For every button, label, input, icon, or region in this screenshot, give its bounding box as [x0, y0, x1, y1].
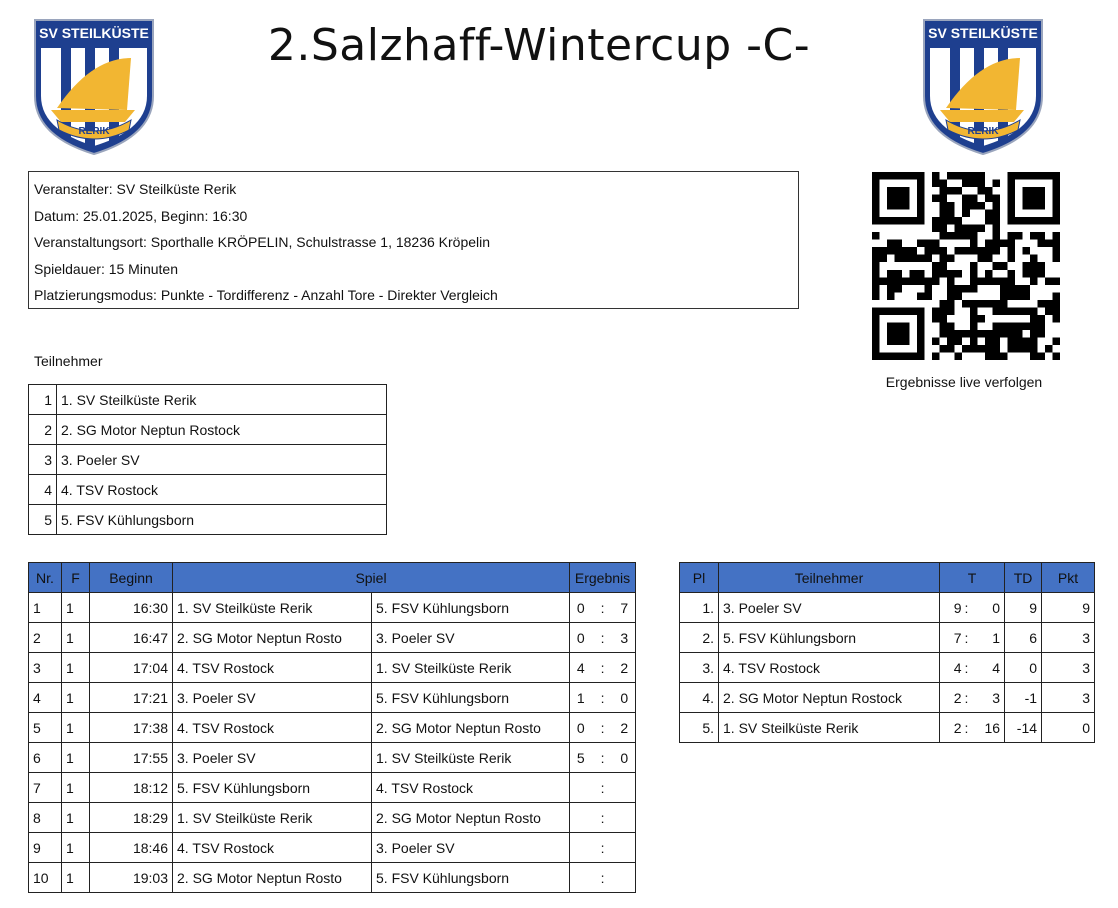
- goals-for: 9: [940, 593, 962, 623]
- game-field: 1: [62, 743, 90, 773]
- home-goals: 0: [570, 593, 592, 623]
- participant-row: [29, 415, 387, 445]
- participant-number: 2: [29, 415, 57, 445]
- ranking-mode-line: Platzierungsmodus: Punkte - Tordifferenz - Anzahl Tore - Direkter Vergleich: [34, 287, 498, 303]
- game-time: 17:21: [90, 683, 173, 713]
- points: 3: [1042, 653, 1095, 683]
- points: 9: [1042, 593, 1095, 623]
- participant-name: 4. TSV Rostock: [57, 475, 387, 505]
- game-number: 8: [29, 803, 62, 833]
- goals-for: 7: [940, 623, 962, 653]
- club-crest-logo-left: [31, 18, 157, 156]
- team-name: 3. Poeler SV: [719, 593, 940, 623]
- away-goals: 7: [614, 593, 636, 623]
- standings-table: [679, 562, 1095, 743]
- game-number: 7: [29, 773, 62, 803]
- page-title: 2.Salzhaff-Wintercup -C-: [267, 20, 811, 71]
- crest-text: SV STEILKÜSTE: [39, 25, 149, 41]
- header-goal-diff: TD: [1005, 563, 1042, 593]
- home-team: 1. SV Steilküste Rerik: [173, 593, 372, 623]
- game-field: 1: [62, 773, 90, 803]
- participant-name: 3. Poeler SV: [57, 445, 387, 475]
- participant-row: [29, 505, 387, 535]
- game-number: 3: [29, 653, 62, 683]
- game-time: 17:55: [90, 743, 173, 773]
- game-field: 1: [62, 623, 90, 653]
- game-number: 5: [29, 713, 62, 743]
- goal-difference: 9: [1005, 593, 1042, 623]
- game-row: [29, 593, 636, 623]
- game-row: [29, 863, 636, 893]
- goal-difference: -1: [1005, 683, 1042, 713]
- away-goals: 0: [614, 683, 636, 713]
- game-number: 4: [29, 683, 62, 713]
- home-team: 3. Poeler SV: [173, 743, 372, 773]
- score-separator: :: [592, 623, 614, 653]
- game-number: 6: [29, 743, 62, 773]
- participant-name: 1. SV Steilküste Rerik: [57, 385, 387, 415]
- standings-row: [680, 593, 1095, 623]
- game-field: 1: [62, 803, 90, 833]
- place: 4.: [680, 683, 719, 713]
- goals-for: 4: [940, 653, 962, 683]
- home-goals: 0: [570, 713, 592, 743]
- crest-ribbon-text: RERIK: [967, 126, 999, 137]
- participants-title: Teilnehmer: [34, 353, 103, 369]
- home-goals: [570, 863, 592, 893]
- header-game: Spiel: [173, 563, 570, 593]
- goals-against: 0: [972, 593, 1005, 623]
- score-separator: :: [592, 773, 614, 803]
- away-goals: [614, 773, 636, 803]
- participant-number: 5: [29, 505, 57, 535]
- game-field: 1: [62, 593, 90, 623]
- game-number: 1: [29, 593, 62, 623]
- team-name: 2. SG Motor Neptun Rostock: [719, 683, 940, 713]
- score-separator: :: [592, 863, 614, 893]
- goals-against: 3: [972, 683, 1005, 713]
- header-result: Ergebnis: [570, 563, 636, 593]
- schedule-header-row: [29, 563, 636, 593]
- place: 1.: [680, 593, 719, 623]
- standings-row: [680, 623, 1095, 653]
- goals-separator: :: [962, 593, 972, 623]
- game-time: 18:46: [90, 833, 173, 863]
- home-goals: 0: [570, 623, 592, 653]
- game-row: [29, 683, 636, 713]
- away-team: 2. SG Motor Neptun Rosto: [372, 803, 570, 833]
- goals-against: 4: [972, 653, 1005, 683]
- game-time: 18:12: [90, 773, 173, 803]
- standings-row: [680, 683, 1095, 713]
- score-separator: :: [592, 833, 614, 863]
- home-team: 2. SG Motor Neptun Rosto: [173, 623, 372, 653]
- participant-row: [29, 445, 387, 475]
- participant-number: 3: [29, 445, 57, 475]
- goals-against: 1: [972, 623, 1005, 653]
- club-crest-logo-right: [920, 18, 1046, 156]
- home-goals: [570, 803, 592, 833]
- goals-separator: :: [962, 713, 972, 743]
- score-separator: :: [592, 683, 614, 713]
- away-goals: 0: [614, 743, 636, 773]
- game-row: [29, 773, 636, 803]
- header-team: Teilnehmer: [719, 563, 940, 593]
- away-goals: 2: [614, 653, 636, 683]
- home-goals: [570, 773, 592, 803]
- header-f: F: [62, 563, 90, 593]
- home-team: 4. TSV Rostock: [173, 653, 372, 683]
- score-separator: :: [592, 593, 614, 623]
- event-info-box: [28, 171, 799, 309]
- game-row: [29, 803, 636, 833]
- goal-difference: 0: [1005, 653, 1042, 683]
- participant-name: 5. FSV Kühlungsborn: [57, 505, 387, 535]
- home-goals: [570, 833, 592, 863]
- game-row: [29, 713, 636, 743]
- home-team: 4. TSV Rostock: [173, 713, 372, 743]
- participant-row: [29, 385, 387, 415]
- organizer-line: Veranstalter: SV Steilküste Rerik: [34, 181, 237, 197]
- team-name: 1. SV Steilküste Rerik: [719, 713, 940, 743]
- score-separator: :: [592, 743, 614, 773]
- header-place: Pl: [680, 563, 719, 593]
- away-goals: [614, 833, 636, 863]
- game-field: 1: [62, 653, 90, 683]
- participant-row: [29, 475, 387, 505]
- game-field: 1: [62, 713, 90, 743]
- participant-number: 4: [29, 475, 57, 505]
- away-team: 4. TSV Rostock: [372, 773, 570, 803]
- standings-header-row: [680, 563, 1095, 593]
- away-goals: [614, 803, 636, 833]
- participant-number: 1: [29, 385, 57, 415]
- venue-line: Veranstaltungsort: Sporthalle KRÖPELIN, Schulstrasse 1, 18236 Kröpelin: [34, 234, 491, 250]
- game-time: 18:29: [90, 803, 173, 833]
- game-time: 19:03: [90, 863, 173, 893]
- game-time: 17:04: [90, 653, 173, 683]
- goals-for: 2: [940, 683, 962, 713]
- game-field: 1: [62, 863, 90, 893]
- home-team: 2. SG Motor Neptun Rosto: [173, 863, 372, 893]
- qr-code[interactable]: [872, 172, 1060, 360]
- goals-separator: :: [962, 653, 972, 683]
- place: 5.: [680, 713, 719, 743]
- home-team: 5. FSV Kühlungsborn: [173, 773, 372, 803]
- game-row: [29, 833, 636, 863]
- home-goals: 5: [570, 743, 592, 773]
- game-time: 17:38: [90, 713, 173, 743]
- away-goals: 3: [614, 623, 636, 653]
- goals-for: 2: [940, 713, 962, 743]
- score-separator: :: [592, 653, 614, 683]
- points: 3: [1042, 623, 1095, 653]
- points: 0: [1042, 713, 1095, 743]
- away-team: 2. SG Motor Neptun Rosto: [372, 713, 570, 743]
- game-number: 9: [29, 833, 62, 863]
- game-row: [29, 743, 636, 773]
- away-team: 3. Poeler SV: [372, 833, 570, 863]
- game-time: 16:47: [90, 623, 173, 653]
- header-goals: T: [940, 563, 1005, 593]
- home-goals: 4: [570, 653, 592, 683]
- goals-separator: :: [962, 623, 972, 653]
- game-row: [29, 623, 636, 653]
- score-separator: :: [592, 803, 614, 833]
- place: 3.: [680, 653, 719, 683]
- standings-row: [680, 653, 1095, 683]
- team-name: 4. TSV Rostock: [719, 653, 940, 683]
- goal-difference: 6: [1005, 623, 1042, 653]
- away-goals: [614, 863, 636, 893]
- header-points: Pkt: [1042, 563, 1095, 593]
- goal-difference: -14: [1005, 713, 1042, 743]
- away-goals: 2: [614, 713, 636, 743]
- crest-text: SV STEILKÜSTE: [928, 25, 1038, 41]
- header-nr: Nr.: [29, 563, 62, 593]
- away-team: 5. FSV Kühlungsborn: [372, 593, 570, 623]
- qr-caption: Ergebnisse live verfolgen: [885, 374, 1043, 390]
- game-number: 10: [29, 863, 62, 893]
- game-time: 16:30: [90, 593, 173, 623]
- away-team: 1. SV Steilküste Rerik: [372, 653, 570, 683]
- date-line: Datum: 25.01.2025, Beginn: 16:30: [34, 207, 248, 224]
- away-team: 1. SV Steilküste Rerik: [372, 743, 570, 773]
- score-separator: :: [592, 713, 614, 743]
- participant-name: 2. SG Motor Neptun Rostock: [57, 415, 387, 445]
- points: 3: [1042, 683, 1095, 713]
- game-field: 1: [62, 833, 90, 863]
- place: 2.: [680, 623, 719, 653]
- goals-against: 16: [972, 713, 1005, 743]
- home-team: 3. Poeler SV: [173, 683, 372, 713]
- team-name: 5. FSV Kühlungsborn: [719, 623, 940, 653]
- standings-row: [680, 713, 1095, 743]
- goals-separator: :: [962, 683, 972, 713]
- duration-line: Spieldauer: 15 Minuten: [34, 260, 178, 277]
- home-team: 1. SV Steilküste Rerik: [173, 803, 372, 833]
- game-number: 2: [29, 623, 62, 653]
- away-team: 5. FSV Kühlungsborn: [372, 863, 570, 893]
- home-team: 4. TSV Rostock: [173, 833, 372, 863]
- participants-table: [28, 384, 387, 535]
- home-goals: 1: [570, 683, 592, 713]
- header-begin: Beginn: [90, 563, 173, 593]
- away-team: 3. Poeler SV: [372, 623, 570, 653]
- game-row: [29, 653, 636, 683]
- game-field: 1: [62, 683, 90, 713]
- crest-ribbon-text: RERIK: [78, 126, 110, 137]
- away-team: 5. FSV Kühlungsborn: [372, 683, 570, 713]
- schedule-table: [28, 562, 636, 893]
